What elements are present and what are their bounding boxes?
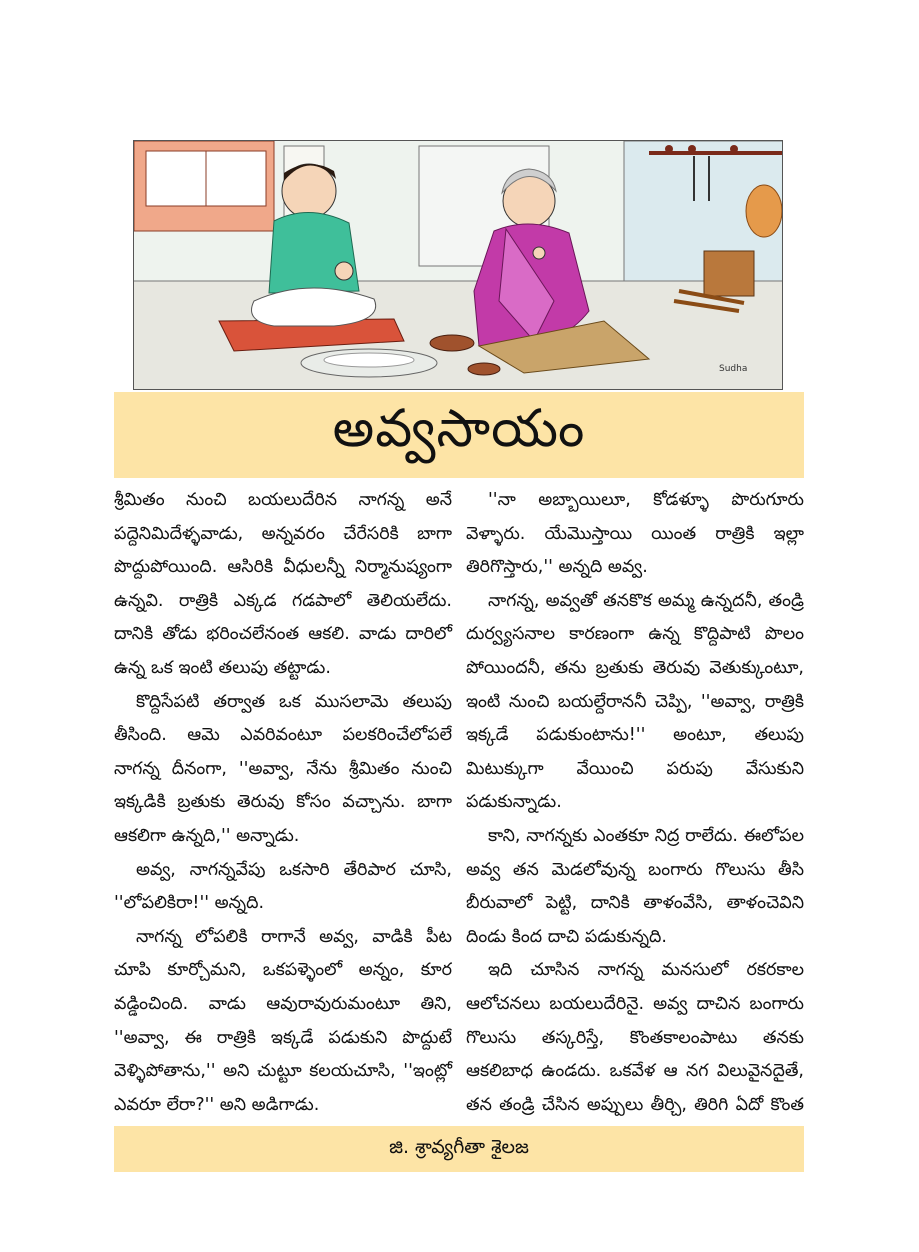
- paragraph: కొద్దిసేపటి తర్వాత ఒక ముసలామె తలుపు తీసింది. ఆమె ఎవరివంటూ పలకరించేలోపలే నాగన్న దీనంగా, ''అవ్వా, నేను శ్రీమితం నుంచి ఇక్కడికి బ్రతుకు తెరువు కోసం వచ్చాను. బాగా ఆకలిగా ఉన్నది,'' అన్నాడు.: [114, 691, 452, 846]
- story-title: అవ్వసాయం: [332, 398, 586, 459]
- left-column: [114, 484, 452, 1122]
- paragraph: కాని, నాగన్నకు ఎంతకూ నిద్ర రాలేదు. ఈలోపల అవ్వ తన మెడలోవున్న బంగారు గొలుసు తీసి బీరువాలో పెట్టి, దానికి తాళంవేసి, తాళంచెవిని దిండు కింద దాచి పడుకున్నది.: [466, 825, 804, 947]
- paragraph: ''నా అబ్బాయిలూ, కోడళ్ళూ పొరుగూరు వెళ్ళారు. యేమొస్తాయి యింత రాత్రికి ఇల్లా తిరిగొస్తారు,'' అన్నది అవ్వ.: [466, 490, 804, 578]
- title-band: [114, 392, 804, 478]
- paragraph: నాగన్న లోపలికి రాగానే అవ్వ, వాడికి పీట చూపి కూర్చోమని, ఒకపళ్ళెంలో అన్నం, కూర వడ్డించింది. వాడు ఆవురావురుమంటూ తిని, ''అవ్వా, ఈ రాత్రికి ఇక్కడే పడుకుని పొద్దుటే వెళ్ళిపోతాను,'' అని చుట్టూ కలయచూసి, ''ఇంట్లో ఎవరూ లేరా?'' అని అడిగాడు.: [114, 926, 452, 1115]
- paragraph: శ్రీమితం నుంచి బయలుదేరిన నాగన్న అనే పద్దెనిమిదేళ్ళవాడు, అన్నవరం చేరేసరికి బాగా పొద్దుపోయింది. ఆసిరికి వీధులన్నీ నిర్మానుష్యంగా ఉన్నవి. రాత్రికి ఎక్కడ గడపాలో తెలియలేదు. దానికి తోడు భరించలేనంత ఆకలి. వాడు దారిలో ఉన్న ఒక ఇంటి తలుపు తట్టాడు.: [114, 490, 452, 678]
- story-illustration: [133, 140, 783, 390]
- right-column: [466, 484, 804, 1156]
- paragraph: ఇది చూసిన నాగన్న మనసులో రకరకాల ఆలోచనలు బయలుదేరినై. అవ్వ దాచిన బంగారు గొలుసు తస్కరిస్తే, కొంతకాలంపాటు తనకు ఆకలిబాధ ఉండదు. ఒకవేళ ఆ నగ విలువైనదైతే, తన తండ్రి చేసిన అప్పులు తీర్చి, తిరిగి ఏదో కొంత: [466, 960, 804, 1115]
- author-byline: జి. శ్రావ్యగీతా శైలజ: [389, 1135, 529, 1158]
- paragraph: నాగన్న, అవ్వతో తనకొక అమ్మ ఉన్నదనీ, తండ్రి దుర్వ్యసనాల కారణంగా ఉన్న కొద్దిపాటి పొలం పోయిందనీ, తను బ్రతుకు తెరువు వెతుక్కుంటూ, ఇంటి నుంచి బయల్దేరాననీ చెప్పి, ''అవ్వా, రాత్రికి ఇక్కడే పడుకుంటాను!'' అంటూ, తలుపు మిటుక్కుగా వేయించి పరుపు వేసుకుని పడుకున్నాడు.: [466, 590, 804, 813]
- byline-band: [114, 1126, 804, 1172]
- illustration-drawing: [134, 141, 783, 390]
- artist-signature: Sudha: [719, 364, 748, 374]
- paragraph: అవ్వ, నాగన్నవేపు ఒకసారి తేరిపార చూసి, ''లోపలికిరా!'' అన్నది.: [114, 859, 452, 914]
